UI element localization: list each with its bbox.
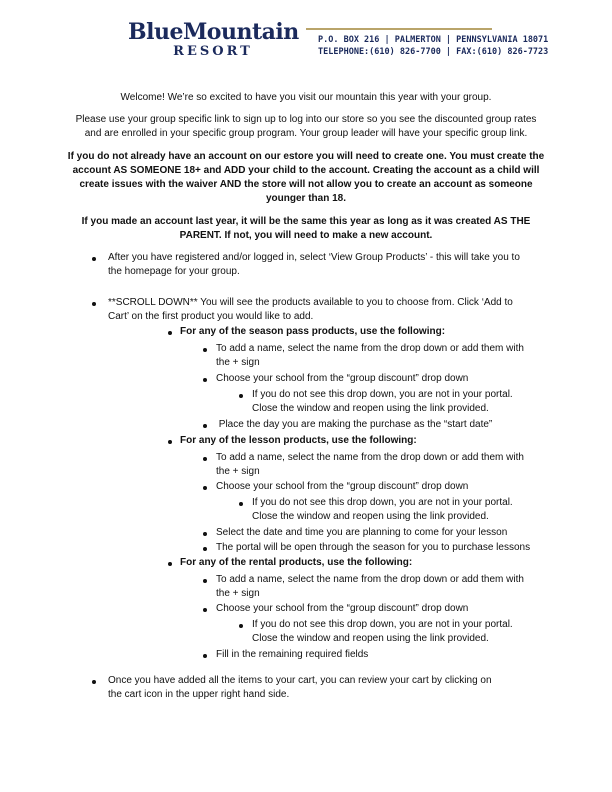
notice-line-4: younger than 18.: [265, 193, 346, 204]
bullet-icon: [168, 440, 172, 444]
season-item-2: Choose your school from the “group discount” drop down: [216, 373, 469, 384]
season-item-1-line-1: To add a name, select the name from the drop down or add them with: [216, 343, 524, 354]
lesson-item-1-line-2: the + sign: [216, 466, 260, 477]
bullet-icon: [203, 608, 207, 612]
bullet-icon: [239, 624, 243, 628]
notice-line-2: account AS SOMEONE 18+ and ADD your child to the account. Creating the account as a child will: [72, 165, 540, 176]
bullet-icon: [203, 654, 207, 658]
season-sub-line-2: Close the window and reopen using the link provided.: [252, 403, 489, 414]
bullet-icon: [239, 502, 243, 506]
lesson-sub-line-2: Close the window and reopen using the link provided.: [252, 511, 489, 522]
lesson-heading: For any of the lesson products, use the following:: [180, 435, 417, 446]
intro-paragraph-line-2: and are enrolled in your specific group program. Your group leader will have your specific group link.: [84, 128, 528, 139]
step-2-line-2: Cart’ on the first product you would like to add.: [108, 311, 314, 322]
lesson-sub-line-1: If you do not see this drop down, you are not in your portal.: [252, 497, 513, 508]
notice-line-3: create issues with the waiver AND the store will not allow you to create an account as someone: [79, 179, 533, 190]
lesson-item-2: Choose your school from the “group discount” drop down: [216, 481, 469, 492]
bullet-icon: [92, 680, 96, 684]
rental-sub-line-2: Close the window and reopen using the link provided.: [252, 633, 489, 644]
season-pass-heading: For any of the season pass products, use the following:: [180, 326, 446, 337]
header-rule: [306, 28, 492, 30]
bullet-icon: [92, 302, 96, 306]
lesson-item-3: Select the date and time you are planning to come for your lesson: [216, 527, 508, 538]
rental-item-1-line-2: the + sign: [216, 588, 260, 599]
notice-line-1: If you do not already have an account on our estore you will need to create one. You must create the: [67, 151, 545, 162]
logo-title: BlueMountain: [128, 19, 299, 45]
rental-item-3: Fill in the remaining required fields: [216, 649, 369, 660]
bullet-icon: [203, 547, 207, 551]
rental-item-1-line-1: To add a name, select the name from the drop down or add them with: [216, 574, 524, 585]
final-step-line-1: Once you have added all the items to your cart, you can review your cart by clicking on: [108, 675, 492, 686]
address-line: P.O. BOX 216 | PALMERTON | PENNSYLVANIA 18071: [318, 35, 549, 45]
notice-line-6: PARENT. If not, you will need to make a new account.: [179, 230, 433, 241]
rental-heading: For any of the rental products, use the following:: [180, 557, 413, 568]
step-1-line-2: the homepage for your group.: [108, 266, 240, 277]
season-item-3: Place the day you are making the purchase as the “start date”: [216, 419, 493, 430]
season-sub-line-1: If you do not see this drop down, you are not in your portal.: [252, 389, 513, 400]
bullet-icon: [203, 579, 207, 583]
lesson-item-4: The portal will be open through the season for you to purchase lessons: [216, 542, 531, 553]
bullet-icon: [203, 486, 207, 490]
intro-paragraph-line-1: Please use your group specific link to sign up to log into our store so you see the discounted group rates: [75, 114, 537, 125]
bullet-icon: [203, 378, 207, 382]
bullet-icon: [239, 394, 243, 398]
bullet-icon: [168, 562, 172, 566]
rental-sub-line-1: If you do not see this drop down, you are not in your portal.: [252, 619, 513, 630]
logo-subtitle: RESORT: [173, 44, 253, 59]
rental-item-2: Choose your school from the “group discount” drop down: [216, 603, 469, 614]
letterhead: [0, 14, 612, 70]
resort-logo: [128, 20, 298, 60]
bullet-icon: [203, 457, 207, 461]
welcome-text: Welcome! We’re so excited to have you visit our mountain this year with your group.: [120, 92, 492, 103]
lesson-item-1-line-1: To add a name, select the name from the drop down or add them with: [216, 452, 524, 463]
step-1-line-1: After you have registered and/or logged in, select ‘View Group Products’ - this will take you to: [108, 252, 520, 263]
step-2-line-1: **SCROLL DOWN** You will see the products available to you to choose from. Click ‘Add to: [108, 297, 513, 308]
bullet-icon: [92, 257, 96, 261]
bullet-icon: [168, 331, 172, 335]
bullet-icon: [203, 532, 207, 536]
notice-line-5: If you made an account last year, it will be the same this year as long as it was created AS THE: [81, 216, 531, 227]
season-item-1-line-2: the + sign: [216, 357, 260, 368]
phone-fax-line: TELEPHONE:(610) 826-7700 | FAX:(610) 826-7723: [318, 47, 549, 57]
final-step-line-2: the cart icon in the upper right hand side.: [108, 689, 290, 700]
bullet-icon: [203, 424, 207, 428]
contact-info: [318, 34, 548, 58]
bullet-icon: [203, 348, 207, 352]
